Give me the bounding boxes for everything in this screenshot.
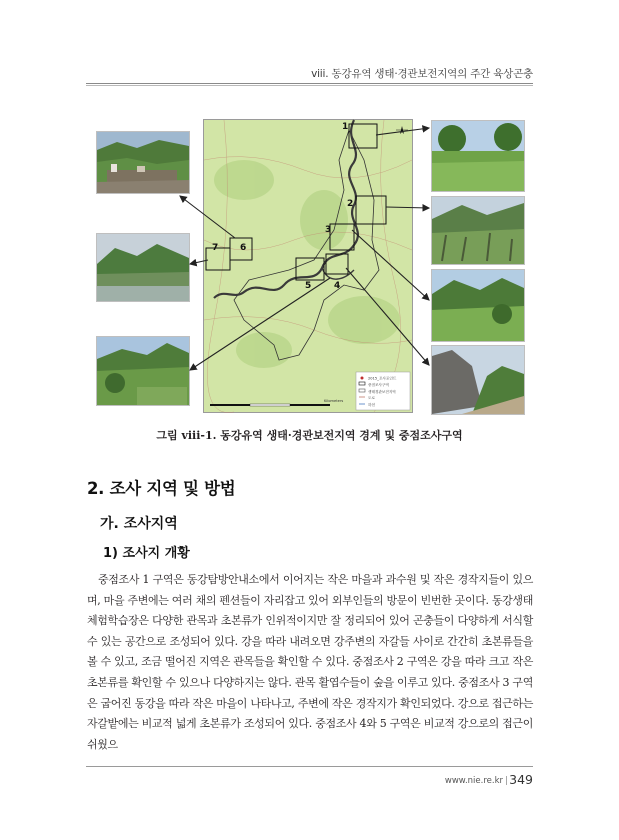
footer-url: www.nie.re.kr	[444, 776, 503, 786]
figure-caption: 그림 viii-1. 동강유역 생태·경관보전지역 경계 및 중점조사구역	[156, 429, 463, 442]
zone-label-5: 5	[305, 281, 312, 291]
subsection-heading: 가. 조사지역	[100, 516, 178, 532]
zone-label-2: 2	[347, 199, 354, 209]
running-header: viii. 동강유역 생태·경관보전지역의 주간 육상곤충	[311, 68, 533, 80]
header-rule-secondary	[86, 85, 533, 86]
footer-separator: |	[505, 776, 508, 786]
legend-item-road: 도로	[368, 396, 375, 400]
header-rule	[86, 83, 533, 84]
zone-label-4: 4	[334, 281, 341, 291]
legend-item-river: 하천	[368, 403, 375, 407]
photo-meadow-right-1	[431, 120, 525, 192]
legend-item-focus-zone: 중점조사구역	[368, 383, 389, 387]
body-paragraph: 중점조사 1 구역은 동강탐방안내소에서 이어지는 작은 마을과 과수원 및 작은 경작지들이 있으며, 마을 주변에는 여러 채의 펜션들이 자리잡고 있어 외부인들의 방문이 빈번한 곳이다. 동강생태체험학습장은 다양한 관목과 초본류가 인위적이지만 잘 정리되어 있어 곤충들이 다양하게 서식할 수 있는 공간으로 조성되어 있다. 강을 따라 내려오면 강주변의 자갈들 사이로 간간히 초본류들을 볼 수 있고, 조금 떨어진 지역은 관목들을 확인할 수 있다. 중점조사 2 구역은 강을 따라 크고 작은 초본류를 확인할 수 있으나 다양하지는 않다. 관목 활엽수들이 숲을 이루고 있다. 중점조사 3 구역은 굽어진 동강을 따라 작은 마을이 나타나고, 주변에 작은 경작지가 확인되었다. 강으로 접근하는 자갈밭에는 비교적 넓게 초본류가 조성되어 있다. 중점조사 4와 5 구역은 비교적 강으로의 접근이 쉬웠으	[87, 573, 533, 751]
photo-river-left-mid	[96, 233, 190, 302]
legend-item-protected-area: 생태경관보전지역	[368, 390, 396, 394]
legend-item-points: 2015_조사포인트	[368, 376, 397, 381]
photo-hillside-right-3	[431, 269, 525, 342]
footer-rule	[86, 766, 533, 767]
photo-field-left-bottom	[96, 336, 190, 406]
page-number: 349	[509, 772, 533, 787]
map-legend	[356, 372, 410, 410]
scale-unit-label: Kilometers	[324, 399, 344, 403]
zone-label-7: 7	[212, 243, 219, 253]
zone-label-6: 6	[240, 243, 247, 253]
section-heading: 2. 조사 지역 및 방법	[87, 479, 236, 498]
photo-cliff-right-4	[431, 345, 525, 415]
study-area-map	[203, 119, 413, 413]
photo-village-left-top	[96, 131, 190, 194]
photo-shrubland-right-2	[431, 196, 525, 265]
subsubsection-heading: 1) 조사지 개황	[103, 546, 190, 561]
zone-label-1: 1	[342, 122, 349, 132]
zone-label-3: 3	[325, 225, 332, 235]
